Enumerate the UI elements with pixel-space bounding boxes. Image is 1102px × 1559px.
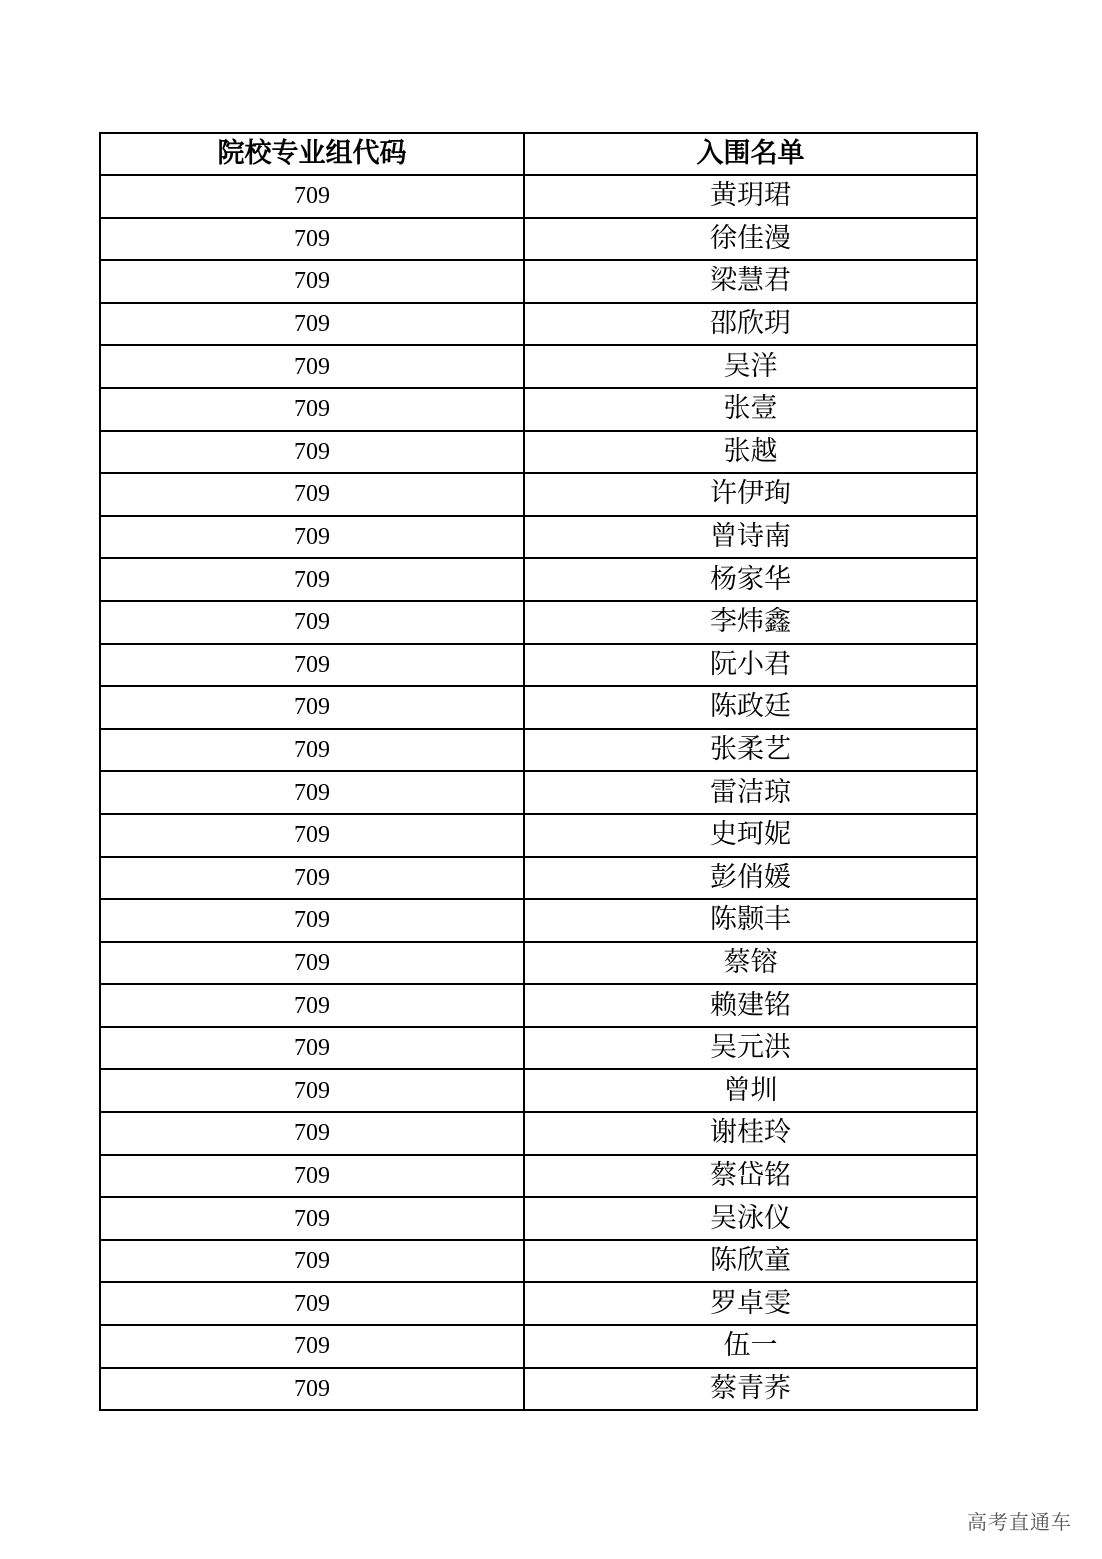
group-code-cell: 709	[100, 1282, 524, 1325]
student-name-cell: 史珂妮	[524, 814, 977, 857]
table-row	[100, 1368, 977, 1411]
table-row	[100, 984, 977, 1027]
group-code-cell: 709	[100, 388, 524, 431]
student-name-cell: 吴元洪	[524, 1027, 977, 1070]
group-code-cell: 709	[100, 516, 524, 559]
group-code-cell: 709	[100, 473, 524, 516]
table-row	[100, 771, 977, 814]
student-name-cell: 曾圳	[524, 1069, 977, 1112]
table-row	[100, 345, 977, 388]
group-code-cell: 709	[100, 1155, 524, 1198]
group-code-cell: 709	[100, 729, 524, 772]
table-row	[100, 1069, 977, 1112]
student-name-cell: 罗卓雯	[524, 1282, 977, 1325]
table-row	[100, 1155, 977, 1198]
table-row	[100, 899, 977, 942]
group-code-cell: 709	[100, 771, 524, 814]
table-row	[100, 218, 977, 261]
table-row	[100, 857, 977, 900]
table-body	[100, 175, 977, 1410]
student-name-cell: 蔡镕	[524, 942, 977, 985]
group-code-cell: 709	[100, 857, 524, 900]
table-row	[100, 558, 977, 601]
group-code-cell: 709	[100, 1325, 524, 1368]
group-code-cell: 709	[100, 558, 524, 601]
table-row	[100, 1112, 977, 1155]
group-code-cell: 709	[100, 686, 524, 729]
student-name-cell: 张柔艺	[524, 729, 977, 772]
table-row	[100, 431, 977, 474]
table-row	[100, 686, 977, 729]
student-name-cell: 陈政廷	[524, 686, 977, 729]
student-name-cell: 蔡岱铭	[524, 1155, 977, 1198]
shortlist-table	[99, 132, 978, 1411]
table-row	[100, 1282, 977, 1325]
group-code-cell: 709	[100, 942, 524, 985]
table-row	[100, 814, 977, 857]
student-name-cell: 陈颢丰	[524, 899, 977, 942]
table-row	[100, 942, 977, 985]
header-shortlist: 入围名单	[524, 133, 977, 175]
group-code-cell: 709	[100, 814, 524, 857]
group-code-cell: 709	[100, 431, 524, 474]
table-row	[100, 601, 977, 644]
student-name-cell: 雷洁琼	[524, 771, 977, 814]
group-code-cell: 709	[100, 260, 524, 303]
student-name-cell: 梁慧君	[524, 260, 977, 303]
group-code-cell: 709	[100, 1240, 524, 1283]
student-name-cell: 赖建铭	[524, 984, 977, 1027]
table-row	[100, 1197, 977, 1240]
student-name-cell: 张越	[524, 431, 977, 474]
group-code-cell: 709	[100, 601, 524, 644]
group-code-cell: 709	[100, 984, 524, 1027]
student-name-cell: 李炜鑫	[524, 601, 977, 644]
group-code-cell: 709	[100, 175, 524, 218]
table-row	[100, 260, 977, 303]
student-name-cell: 杨家华	[524, 558, 977, 601]
table-row	[100, 1325, 977, 1368]
table-row	[100, 388, 977, 431]
group-code-cell: 709	[100, 1197, 524, 1240]
group-code-cell: 709	[100, 345, 524, 388]
student-name-cell: 陈欣童	[524, 1240, 977, 1283]
student-name-cell: 邵欣玥	[524, 303, 977, 346]
table-row	[100, 644, 977, 687]
student-name-cell: 吴泳仪	[524, 1197, 977, 1240]
group-code-cell: 709	[100, 899, 524, 942]
watermark-text: 高考直通车	[967, 1510, 1072, 1534]
table-row	[100, 473, 977, 516]
table-row	[100, 303, 977, 346]
group-code-cell: 709	[100, 218, 524, 261]
group-code-cell: 709	[100, 303, 524, 346]
group-code-cell: 709	[100, 1368, 524, 1411]
group-code-cell: 709	[100, 644, 524, 687]
student-name-cell: 许伊珣	[524, 473, 977, 516]
group-code-cell: 709	[100, 1027, 524, 1070]
table-row	[100, 729, 977, 772]
group-code-cell: 709	[100, 1069, 524, 1112]
student-name-cell: 阮小君	[524, 644, 977, 687]
student-name-cell: 彭俏媛	[524, 857, 977, 900]
table-row	[100, 1240, 977, 1283]
student-name-cell: 伍一	[524, 1325, 977, 1368]
student-name-cell: 蔡青荞	[524, 1368, 977, 1411]
student-name-cell: 徐佳漫	[524, 218, 977, 261]
student-name-cell: 黄玥珺	[524, 175, 977, 218]
student-name-cell: 张壹	[524, 388, 977, 431]
table-row	[100, 175, 977, 218]
table-row	[100, 516, 977, 559]
table-header-row	[100, 133, 977, 175]
student-name-cell: 吴洋	[524, 345, 977, 388]
student-name-cell: 谢桂玲	[524, 1112, 977, 1155]
student-name-cell: 曾诗南	[524, 516, 977, 559]
header-group-code: 院校专业组代码	[100, 133, 524, 175]
group-code-cell: 709	[100, 1112, 524, 1155]
table-row	[100, 1027, 977, 1070]
